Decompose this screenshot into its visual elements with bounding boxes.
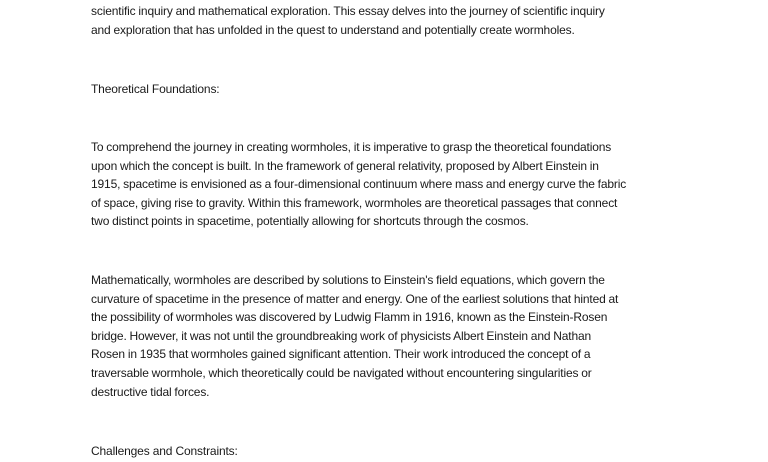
paragraph-theoretical-foundations [91,138,691,231]
paragraph-line: 1915, spacetime is envisioned as a four-dimensional continuum where mass and energy curve the fabric [91,177,627,192]
heading-challenges-constraints: Challenges and Constraints: [91,444,238,458]
paragraph-line: two distinct points in spacetime, potentially allowing for shortcuts through the cosmos. [91,214,529,229]
paragraph-line: destructive tidal forces. [91,384,210,399]
paragraph-line: bridge. However, it was not until the groundbreaking work of physicists Albert Einstein and Nathan [91,328,592,343]
paragraph-line: curvature of spacetime in the presence of matter and energy. One of the earliest solutions that hinted at [91,291,619,306]
paragraph-mathematical [91,271,691,401]
heading-theoretical-foundations: Theoretical Foundations: [91,82,220,96]
paragraph-line: upon which the concept is built. In the framework of general relativity, proposed by Albert Einstein in [91,158,599,173]
paragraph-line: To comprehend the journey in creating wormholes, it is imperative to grasp the theoretical foundations [91,140,612,154]
paragraph-line: Mathematically, wormholes are described by solutions to Einstein's field equations, which govern the [91,273,605,287]
intro-line: and exploration that has unfolded in the quest to understand and potentially create wormholes. [91,22,575,37]
intro-line: scientific inquiry and mathematical exploration. This essay delves into the journey of scientific inquiry [91,4,605,18]
paragraph-line: the possibility of wormholes was discovered by Ludwig Flamm in 1916, known as the Einstein-Rosen [91,310,608,325]
paragraph-line: Rosen in 1935 that wormholes gained significant attention. Their work introduced the concept of a [91,347,591,362]
intro-paragraph [91,2,691,39]
paragraph-line: traversable wormhole, which theoretically could be navigated without encountering singularities or [91,365,592,380]
paragraph-line: of space, giving rise to gravity. Within this framework, wormholes are theoretical passages that connect [91,195,618,210]
